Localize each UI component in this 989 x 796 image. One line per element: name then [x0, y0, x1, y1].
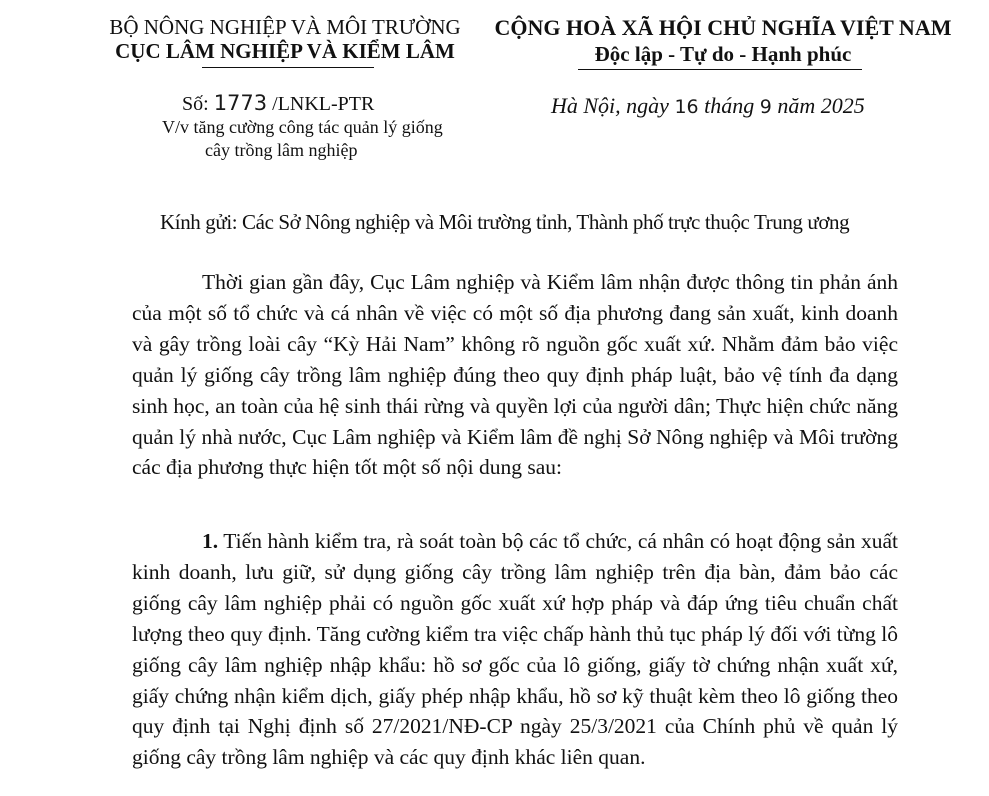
motto-underline — [578, 69, 862, 70]
doc-number-value: 1773 — [213, 91, 268, 115]
department-underline — [202, 67, 374, 68]
date-year: năm 2025 — [777, 93, 865, 118]
item-1-number: 1. — [202, 529, 219, 553]
date-day: 16 — [674, 96, 699, 118]
national-motto: Độc lập - Tự do - Hạnh phúc — [594, 42, 852, 66]
recipient-line: Kính gửi: Các Sở Nông nghiệp và Môi trường tỉnh, Thành phố trực thuộc Trung ương — [160, 210, 850, 234]
doc-number-prefix: Số: — [182, 93, 209, 115]
date-month-label: tháng — [704, 93, 755, 118]
date-month: 9 — [759, 96, 772, 118]
item-1-text: Tiến hành kiểm tra, rà soát toàn bộ các tổ chức, cá nhân có hoạt động sản xuất kinh doanh, lưu giữ, sử dụng giống cây trồng lâm nghiệp trên địa bàn, đảm bảo các giống cây lâm nghiệp phải có nguồn gốc xuất xứ hợp pháp và đáp ứng tiêu chuẩn chất lượng theo quy định. Tăng cường kiểm tra việc chấp hành thủ tục pháp lý đối với từng lô giống cây lâm nghiệp nhập khẩu: hồ sơ gốc của lô giống, giấy tờ chứng nhận xuất xứ, giấy chứng nhận kiểm dịch, giấy phép nhập khẩu, hồ sơ kỹ thuật kèm theo lô giống theo quy định tại Nghị định số 27/2021/NĐ-CP ngày 25/3/2021 của Chính phủ về quản lý giống cây trồng lâm nghiệp và các quy định khác liên quan. — [132, 529, 898, 770]
doc-number-suffix: /LNKL-PTR — [272, 93, 375, 115]
national-title: CỘNG HOÀ XÃ HỘI CHỦ NGHĨA VIỆT NAM — [494, 15, 952, 40]
document-number — [182, 91, 374, 116]
body-paragraph-1: Thời gian gần đây, Cục Lâm nghiệp và Kiểm lâm nhận được thông tin phản ánh của một số tổ chức và cá nhân về việc có một số địa phương đang sản xuất, kinh doanh và gây trồng loài cây “Kỳ Hải Nam” không rõ nguồn gốc xuất xứ. Nhằm đảm bảo việc quản lý giống cây trồng lâm nghiệp đúng theo quy định pháp luật, bảo vệ tính đa dạng sinh học, an toàn của hệ sinh thái rừng và quyền lợi của người dân; Thực hiện chức năng quản lý nhà nước, Cục Lâm nghiệp và Kiểm lâm đề nghị Sở Nông nghiệp và Môi trường các địa phương thực hiện tốt một số nội dung sau: — [132, 270, 898, 480]
ministry-name: BỘ NÔNG NGHIỆP VÀ MÔI TRƯỜNG — [109, 15, 461, 39]
department-name: CỤC LÂM NGHIỆP VÀ KIỂM LÂM — [115, 39, 455, 63]
body-item-1 — [132, 526, 898, 773]
subject-line-2: cây trồng lâm nghiệp — [205, 140, 358, 160]
subject-line-1: V/v tăng cường công tác quản lý giống — [162, 117, 443, 137]
date-place-prefix: Hà Nội, ngày — [551, 93, 669, 118]
document-date — [551, 93, 865, 119]
